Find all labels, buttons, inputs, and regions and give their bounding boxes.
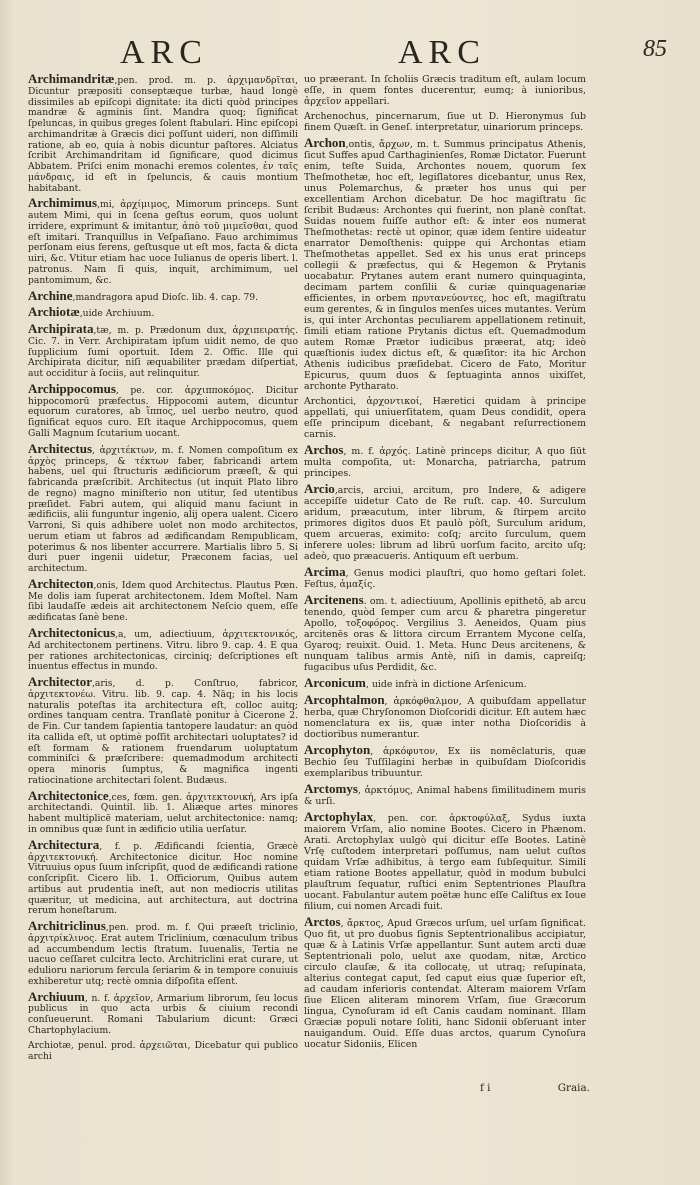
entry-headword: Architecton [28,575,94,591]
entry-headword: Arcophyton [304,742,371,757]
entry-headword: Archine [28,287,73,303]
entry-headword: Arctos [304,914,341,929]
entry-text: , pe. cor. ἀρχιπποκόμος. Dicitur hippocomorū præfectus. Hippocomi autem, dicuntur equorum curatores, ab ἵππος, uel uerbo neutro, quod ſignificat equos curo. Eſt itaque Archippocomus, quem Galli Magnum ſcutarium uocant. [28,384,298,439]
dictionary-entry [28,1041,298,1063]
dictionary-entry [304,677,586,690]
dictionary-entry [304,783,586,807]
entry-headword: Arcitenens [304,592,364,607]
entry-text: ,pen. prod. m. f. Qui præeſt triclinio, ἀρχιτρίκλινος. Erat autem Triclinium, cœnaculum tribus ad accumbendum lectis ſtratum. Iuuenalis, Tertia ne uacuo ceſſaret culcitra lecto. Architriclini erat curare, ut edulioru nariorum fercula ſeriarim & in tempore conuiuis exhiberetur utq; rectè omnia diſpoſita eſſent. [28,922,298,987]
dictionary-entry [28,988,298,1037]
dictionary-entry [304,811,586,912]
dictionary-entry [28,195,298,286]
left-column [28,71,298,1066]
page-footer [480,1082,590,1096]
dictionary-entry [28,787,298,836]
entry-text: , n. f. ἀρχεῖον, Armarium librorum, ſeu locus publicus in quo acta urbis & ciuium recondi conſueuerunt. Romani Tabularium dicunt: Græci Chartophylacium. [28,992,298,1037]
entry-text: ,mi, ἀρχίμιμος, Mimorum princeps. Sunt autem Mimi, qui in ſcena geſtus eorum, quos uolunt irridere, exprimunt & imitantur, ἀπὸ τοῦ μιμεῖσθαι, quod eſt imitari. Tranquillus in Veſpaſiano. Fauo archimimus perſonam eius ferens, geſtusque ut eſt mos, facta & dicta uiri, &c. Vtitur etiam hac uoce Iulianus de operis libert. l. patronus. Nam ſi quis, inquit, archimimum, uel pantomimum, &c. [28,199,298,286]
dictionary-entry [28,624,298,673]
entry-text: , ἄρκτος, Apud Græcos urſum, uel urſam ſignificat. Quo fit, ut pro duobus ſignis Septentrionalibus accipiatur, quæ & à Latinis Vrſæ appellantur. Sunt autem arcti duæ Septentrionali polo, uelut axe quodam, nitæ, Arctico circulo clauſæ, & ita collocatę, ut utraq; reſupinata, alterius contegat caput, ſed caput eius quæ ſuperior eſt, ad caudam inferioris contendat. Alteram maiorem Vrſam ſiue Elicen aliteram minorem Vrſam, ſiue Græcorum lingua, Cynoſuram id eſt Canis caudam nominant. Illam Græciæ populi notare ſoliti, hanc Sidonii obſeruant inter nauigandum. Ouid. Eſſe duas arctos, quarum Cynoſura uocatur Sidoniis, Elicen [304,918,586,1050]
running-head-left: ARC [120,34,208,71]
dictionary-entry [28,321,298,380]
entry-headword: Arconicum [304,675,366,690]
dictionary-entry [304,594,586,673]
entry-text: ,uide Archiuum. [79,308,155,320]
entry-headword: Architectonice [28,787,109,803]
dictionary-entry [28,674,298,787]
dictionary-entry [304,444,586,479]
entry-text: Archontici, ἀρχοντικοί, Hæretici quidam à principe appellati, qui uniuerſitatem, quam Deus condidit, opera eſſe principum dicebant, & negabant reſurrectionem carnis. [304,396,586,440]
entry-text: ,arcis, arciui, arcitum, pro Indere, & adigere accepiſſe uidetur Cato de Re ruſt. cap. 40. Surculum aridum, præacutum, inter librum, & ſtirpem arcito primores digitos duos Et paulò pòſt, Surculum aridum, quem arcueras, eximito: coſq; arcito ſurculum, quem inferere uoles: librum ad librū uorſum facito, arcito uſq; adeò, quo præacueris. Antiquum eſt uerbum. [304,485,586,562]
dictionary-entry [304,137,586,392]
entry-text: . om. t. adiectiuum, Apollinis epithetō, ab arcu tenendo, quòd ſemper cum arcu & pharetra pingeretur Apollo, τοξοφόρος. Vergilius 3. Aeneidos, Quam pius arcitenēs oras & littora circum Errantem Mycone celſa, Gyaroq; reuixit. Ouid. 1. Meta. Hunc Deus arcitenens, & nunquam talibus armis Antè, niſi in damis, capreiſq; fugacibus uſus Perdidit, &c. [304,596,586,673]
dictionary-entry [28,304,298,320]
entry-headword: Archiuum [28,988,85,1004]
entry-headword: Architectura [28,836,100,852]
entry-headword: Architectonicus [28,624,116,640]
entry-headword: Archimandritæ [28,71,115,86]
dictionary-entry [28,287,298,304]
entry-headword: Arcophtalmon [304,692,385,707]
entry-text: , ἀρκτόμυς, Animal habens ſimilitudinem muris & urſi. [304,785,586,807]
entry-headword: Archos [304,442,344,457]
entry-text: ,onis, Idem quod Architectus. Plautus Pœn. Me dolis iam ſuperat architectonem. Idem Moſtel. Nam ſibi laudaſſe ædeis ait architectonem Neſcio quem, eſſe ædificatas ſanè bene. [28,579,298,624]
entry-text: ,a, um, adiectiuum, ἀρχιτεκτονικός, Ad architectonem pertinens. Vitru. libro 9. cap. 4. E qua per rationes architectonicas, circiniq; deſcriptiones eſt inuentus effectus in mundo. [28,628,298,673]
entry-headword: Arctomys [304,781,358,796]
entry-headword: Arcio [304,481,335,496]
dictionary-entry [28,71,298,194]
entry-text: ,pen. prod. m. p. ἀρχιμανδρῖται, Dicuntur præpositi conseptæque turbæ, haud longè dissimiles ab epiſcopi dignitate: ita dicti quòd principes mandræ & agminis ſint. Mandra quoq; ſignificat ſpeluncas, in quibus greges ſolent ſtabulari. Hinc epiſcopi archimandritæ à Græcis dici poſſunt uideri, non diſſimili ratione, ab eo, quia à nobis dicuntur paſtores. Alciatus ſcribit Archimandritam id ſignificare, quod dicimus Abbatem. Priſci enim monachi eremos colentes, ἐν ταῖς μάνδραις, id eſt in ſpeluncis, & cauis montium habitabant. [28,75,298,194]
entry-text: Archenochus, pincernarum, ſiue ut D. Hieronymus ſub finem Quæſt. in Geneſ. interpretatur, uinariorum princeps. [304,111,586,133]
entry-text: , pen. cor. ἀρκτοφύλαξ, Sydus iuxta maiorem Vrſam, alio nomine Bootes. Cicero in Phænom. Arati. Arctophylax uulgò qui dicitur eſſe Bootes. Latinè Vrſę cuſtodem interpretari poſſumus, nam uelut cuſtos quidam Vrſæ adhibitus, à tergo eam ſubſequitur. Simili etiam ratione Bootes appellatur, quòd in modum bubulci plauſtrum ſequatur, ruſtici enim Septentriones Plauſtra uocant. Fabulantur autem poëtæ hunc eſſe Caliſtus ex Ioue filium, cui nomen Arcadi fuit. [304,813,586,912]
entry-headword: Architector [28,674,93,690]
entry-headword: Architectus [28,440,93,456]
dictionary-entry [304,483,586,562]
dictionary-entry [304,111,586,133]
entry-text: , uide infrà in dictione Arſenicum. [365,679,527,690]
entry-headword: Archipirata [28,321,94,337]
running-head [0,34,700,74]
entry-text: Archiotæ, penul. prod. ἀρχειῶται, Dicebatur qui publico archi [28,1039,298,1062]
entry-text: ,mandragora apud Dioſc. lib. 4. cap. 79. [72,291,259,303]
entry-text: ,ontis, ἄρχων, m. t. Summus principatus Athenis, ſicut Suffes apud Carthaginienſes, Romæ Dictator. Fuerunt enim, teſte Suida, Archontes nouem, quorum ſex Theſmothetæ, hoc eſt, legiſlatores dicebantur, unus Rex, unus Polemarchus, & præter hos unus qui per excellentiam Archon dicebatur. De hoc magiſtratu ſic ſcribit Budæus: Archontes qui fuerint, non planè conſtat. Suidas nouem fuiſſe author eſt: & inter eos numerat Theſmothetas: rectè ut opinor, quæ idem ſentire uideatur enarrator Demoſthenis: quippe qui Archontas etiam Theſmothetas appellet. Sed ex his unus erat princeps collegii & præfectus, qui & Hegemon & Prytanis uocabatur. Prytanes autem erant numero quinquaginta, decimam partem conſilii & curiæ quinquagenariæ efficientes, in orbem πρυτανεύοντες, hoc eſt, magiſtratu eum gerentes, & in ſingulos menſes uices mutantes. Verùm is, qui inter Archontas peculiarem appellationem retinuit, ſimili etiam ratione Prytanis dictus eſt. Quemadmodum autem Romæ Prætor iudicibus præerat, atq; ideò quæſtionis iudex dictus eſt, & quæſitor: ita hic Archon Athenis iudicibus præſidebat. Cicero de Fato, Moritur Epicurus, quum duos & ſeptuaginta annos uixiſſet, archonte Pytharato. [304,139,586,392]
catchword: Graia. [557,1082,590,1094]
page-number: 85 [643,36,667,62]
entry-text: , Genus modici plauſtri, quo homo geſtari ſolet. Feſtus, ἀμαξίς. [304,568,586,590]
dictionary-entry [304,74,586,107]
dictionary-entry [28,918,298,988]
dictionary-entry [28,380,298,440]
dictionary-entry [304,694,586,740]
entry-text: , ἀρχιτέκτων, m. f. Nomen compoſitum ex ἀρχὸς princeps, & τέκτων faber, fabricandi artem habens, uel qui ſtructuris ædificiorum præeſt, & qui fabricanda præſcribit. Architectus (ut inquit Plato libro de regno) magno miniſterio non utitur, ſed utentibus præſidet. Fabri autem, qui aliquid manu faciunt in ædificiis, alii funguntur ingenio, alij opera ualent. Cicero Varroni, Si quis adhibere uolet non modo architectos, uerum etiam ut fabros ad ædificandam Rempublicam, poterimus & nos libenter accurrere. Martialis libro 5. Si duri puer ingenii uidetur, Præconem facias, uel architectum. [28,444,298,575]
entry-headword: Arcima [304,564,346,579]
entry-text: , f. p. Ædificandi ſcientia, Græcè ἀρχιτεκτονική. Architectonice dicitur. Hoc nomine Vitruuius opus ſuum inſcripſit, quod de ædificandi ratione conſcripſit. Cicero lib. 1. Officiorum, Quibus autem artibus aut prudentia ineſt, aut non mediocris utilitas quæritur, ut medicina, aut architectura, aut doctrina rerum honeſtarum. [28,840,298,917]
dictionary-entry [28,836,298,917]
entry-text: , ἀρκόφυτον, Ex iis nomēclaturis, quæ Bechio ſeu Tuſſilagini herbæ in quibuſdam Dioſcoridis exemplaribus tribuuntur. [304,746,586,779]
running-head-right: ARC [398,34,486,71]
entry-text: , ἀρκόφθαλμον, A quibuſdam appellatur herba, quæ Chryſonomon Dioſcoridi dicitur. Eſt autem hæc nomenclatura ex iis, quæ inter notha Dioſcoridis à doctioribus numerantur. [304,696,586,740]
dictionary-entry [28,440,298,575]
entry-headword: Archiotæ [28,304,80,320]
dictionary-entry [304,566,586,590]
entry-headword: Archon [304,135,346,150]
entry-headword: Arctophylax [304,809,374,824]
dictionary-entry [304,396,586,440]
dictionary-entry [28,575,298,624]
entry-text: uo præerant. In ſcholiis Græcis traditum eſt, aulam locum eſſe, in quem fontes ducerentur, eumq; à iunioribus, ἀρχεῖον appellari. [304,74,586,107]
entry-text: ,ces, fœm. gen. ἀρχιτεκτονική, Ars ipſa architectandi. Quintil. lib. 1. Aliæque artes minores habent multiplicē materiam, uelut architectonice: namq; in omnibus quæ ſunt in ædificio utilia uerſatur. [28,791,298,835]
entry-text: , m. f. ἀρχός. Latinè princeps dicitur, A quo ſiūt multa compoſita, ut: Monarcha, patriarcha, patrum principes. [304,446,586,479]
entry-headword: Archippocomus [28,380,116,396]
entry-text: ,tæ, m. p. Prædonum dux, ἀρχιπειρατής. Cic. 7. in Verr. Archipiratam ipſum uidit nemo, de quo ſupplicium ſumi oportuit. Idem 2. Offic. Ille qui Archipirata dicitur, niſi æquabiliter prædam diſpertiat, aut occiditur à ſociis, aut relinquitur. [28,325,298,380]
entry-text: ,aris, d. p. Conſtruo, fabricor, ἀρχιτεκτονέω. Vitru. lib. 9. cap. 4. Nāq; in his locis naturalis poteſtas ita architectura eſt, colloc auitq; ordines tanquam centra. Tranſlatè ponitur à Cicerone 2. de Fin. Cur tandem ſapientia tantopere laudatur: an quòd ita callida eſt, ut optimè poſſit architectari uoluptates? id eſt formam & rationem fruendarum uoluptatum comminiſci & præſcribere: quemadmodum architecti opera minoris ſumptus, & magnifica ingenti ratiocinatione architectari ſolent. Budæus. [28,678,298,786]
signature-mark: f i [480,1082,491,1094]
dictionary-entry [304,916,586,1050]
entry-headword: Architriclinus [28,918,106,934]
right-column [304,74,586,1054]
dictionary-entry [304,744,586,779]
entry-headword: Archimimus [28,195,98,211]
